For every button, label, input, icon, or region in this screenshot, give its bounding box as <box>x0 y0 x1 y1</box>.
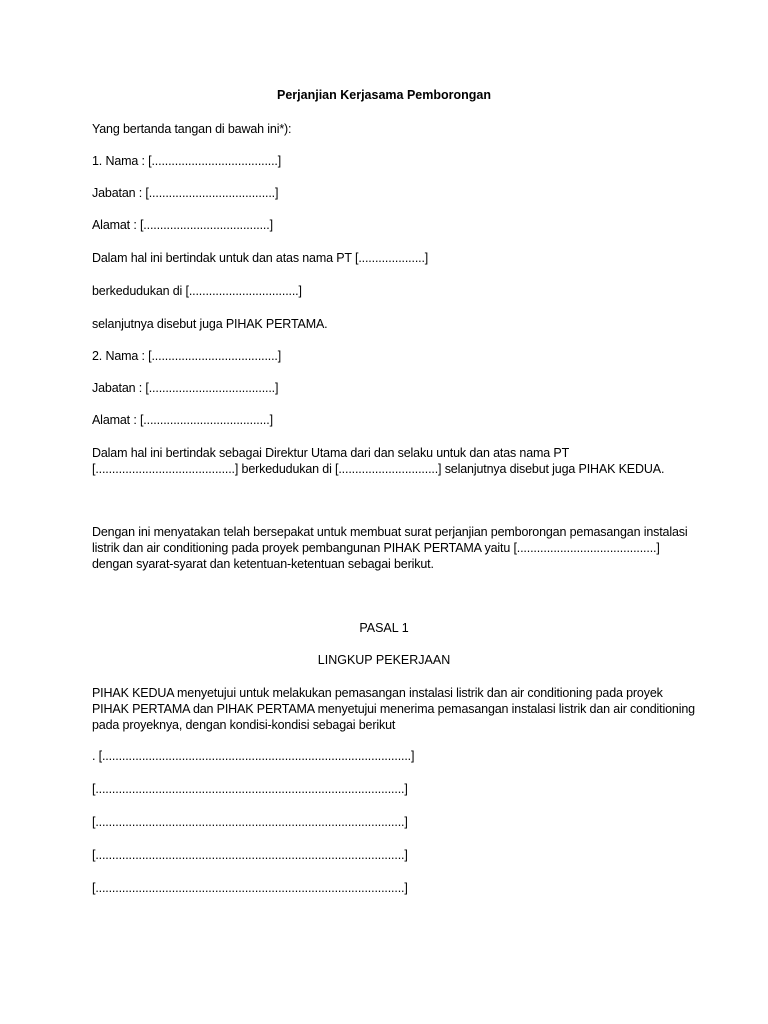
pasal1-para-line1: PIHAK KEDUA menyetujui untuk melakukan pemasangan instalasi listrik dan air conditioning pada proyek <box>92 686 663 700</box>
party2-bertindak-line1: Dalam hal ini bertindak sebagai Direktur Utama dari dan selaku untuk dan atas nama PT <box>92 446 570 460</box>
party1-bertindak: Dalam hal ini bertindak untuk dan atas nama PT [....................] <box>92 251 429 265</box>
list-item: [.............................................................................................] <box>92 815 408 829</box>
party2-nama: 2. Nama : [......................................] <box>92 349 282 363</box>
list-item: [.............................................................................................] <box>92 881 408 895</box>
agreement-line2: listrik dan air conditioning pada proyek pembangunan PIHAK PERTAMA yaitu [..........................................] <box>92 541 660 555</box>
list-item: . [.............................................................................................] <box>92 749 415 763</box>
document-title: Perjanjian Kerjasama Pemborongan <box>277 88 491 102</box>
party2-jabatan: Jabatan : [......................................] <box>92 381 279 395</box>
party2-alamat: Alamat : [......................................] <box>92 413 273 427</box>
party1-nama: 1. Nama : [......................................] <box>92 154 282 168</box>
agreement-line3: dengan syarat-syarat dan ketentuan-ketentuan sebagai berikut. <box>92 557 434 571</box>
intro-text: Yang bertanda tangan di bawah ini*): <box>92 122 292 136</box>
pasal1-para-line3: pada proyeknya, dengan kondisi-kondisi sebagai berikut <box>92 718 396 732</box>
party2-bertindak-line2: [..........................................] berkedudukan di [..............................] selanjutnya disebut juga PIHAK KEDUA. <box>92 462 665 476</box>
pasal1-heading: PASAL 1 <box>359 621 409 635</box>
party1-alamat: Alamat : [......................................] <box>92 218 273 232</box>
pasal1-para-line2: PIHAK PERTAMA dan PIHAK PERTAMA menyetujui menerima pemasangan instalasi listrik dan air conditioning <box>92 702 695 716</box>
party1-berkedudukan: berkedudukan di [.................................] <box>92 284 302 298</box>
list-item: [.............................................................................................] <box>92 848 408 862</box>
list-item: [.............................................................................................] <box>92 782 408 796</box>
party1-jabatan: Jabatan : [......................................] <box>92 186 279 200</box>
agreement-line1: Dengan ini menyatakan telah bersepakat untuk membuat surat perjanjian pemborongan pemasangan instalasi <box>92 525 688 539</box>
party1-sebutan: selanjutnya disebut juga PIHAK PERTAMA. <box>92 317 328 331</box>
pasal1-subheading: LINGKUP PEKERJAAN <box>317 653 451 667</box>
